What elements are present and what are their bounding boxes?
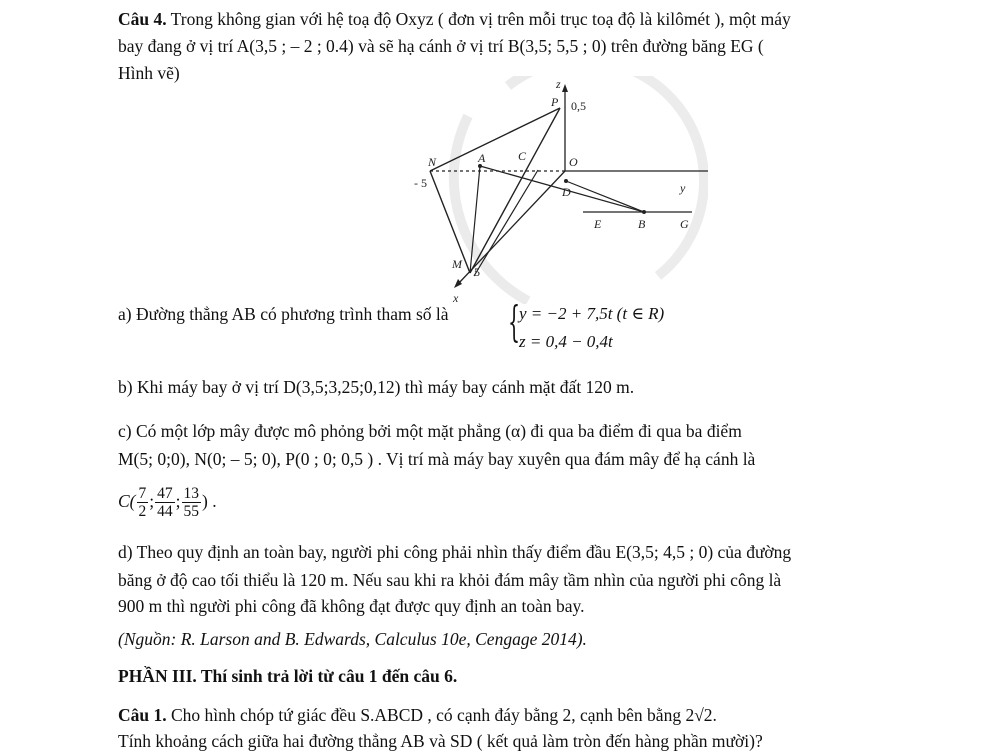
label-y: y bbox=[680, 181, 686, 195]
point-B bbox=[642, 210, 646, 214]
label-x: x bbox=[453, 291, 459, 304]
question-1-line-1 bbox=[118, 704, 717, 726]
label-N: N bbox=[428, 155, 437, 169]
part-c-line-2: M(5; 0;0), N(0; – 5; 0), P(0 ; 0; 0,5 ) . Vị trí mà máy bay xuyên qua đám mây để hạ cánh là bbox=[118, 449, 756, 469]
part-c-line-1: c) Có một lớp mây được mô phỏng bởi một mặt phẳng (α) đi qua ba điểm đi qua ba điểm bbox=[118, 421, 742, 441]
label-z: z bbox=[556, 77, 561, 91]
system-brace: { bbox=[508, 297, 521, 346]
label-G: G bbox=[680, 217, 689, 231]
part-b-text: b) Khi máy bay ở vị trí D(3,5;3,25;0,12) thì máy bay cánh mặt đất 120 m. bbox=[118, 377, 635, 397]
label-D: D bbox=[562, 185, 571, 199]
label-E: E bbox=[594, 217, 602, 231]
figure-3d-airplane bbox=[408, 76, 708, 304]
question-1-line-2: Tính khoảng cách giữa hai đường thẳng AB và SD ( kết quả làm tròn đến hàng phần mười)? bbox=[118, 731, 763, 751]
fraction-13-55: $\frac{13}{55}$ bbox=[183, 485, 199, 521]
point-C-suffix: ) . bbox=[202, 491, 217, 511]
label-A: A bbox=[478, 151, 486, 165]
label-C: C bbox=[518, 149, 527, 163]
label-P: P bbox=[551, 95, 559, 109]
label-P-value: 0,5 bbox=[571, 99, 586, 113]
part-3-heading: PHẦN III. Thí sinh trả lời từ câu 1 đến câu 6. bbox=[118, 666, 458, 686]
part-d-line-3: 900 m thì người phi công đã không đạt được quy định an toàn bay. bbox=[118, 596, 585, 616]
point-C-prefix: C( bbox=[118, 491, 136, 511]
question-1-title: Câu 1. bbox=[118, 705, 167, 725]
part-d-line-1: d) Theo quy định an toàn bay, người phi công phải nhìn thấy điểm đầu E(3,5; 4,5 ; 0) của đường bbox=[118, 542, 792, 562]
question-4-title: Câu 4. bbox=[118, 9, 167, 29]
label-B: B bbox=[638, 217, 646, 231]
source-citation: (Nguồn: R. Larson and B. Edwards, Calculus 10e, Cengage 2014). bbox=[118, 629, 587, 649]
label-O: O bbox=[569, 155, 578, 169]
part-c-point-C: C( $\frac{7}{2}$ ; $\frac{47}{44}$ ; $\frac{13}{55}$ ) . bbox=[118, 485, 217, 521]
z-axis-arrow bbox=[562, 84, 568, 92]
part-a-equation-2: z = 0,4 − 0,4t bbox=[519, 332, 613, 351]
question-4-line-3: Hình vẽ) bbox=[118, 63, 180, 83]
edge-NP bbox=[430, 108, 560, 171]
segment-CM bbox=[474, 170, 538, 276]
label-minus-5: - 5 bbox=[414, 176, 427, 190]
point-D bbox=[564, 179, 568, 183]
label-5: 5 bbox=[474, 265, 480, 279]
question-1-text-1: Cho hình chóp tứ giác đều S.ABCD , có cạnh đáy bằng 2, cạnh bên bằng 2√2. bbox=[166, 705, 717, 725]
part-a-equation-1: y = −2 + 7,5t (t ∈ R) bbox=[519, 304, 665, 323]
question-4-text-1: Trong không gian với hệ toạ độ Oxyz ( đơn vị trên mỗi trục toạ độ là kilômét ), một máy bbox=[166, 9, 791, 29]
label-M: M bbox=[452, 257, 462, 271]
fraction-7-2: $\frac{7}{2}$ bbox=[138, 485, 147, 521]
part-d-line-2: băng ở độ cao tối thiểu là 120 m. Nếu sau khi ra khỏi đám mây tầm nhìn của người phi công là bbox=[118, 570, 782, 590]
part-a-text: a) Đường thẳng AB có phương trình tham số là bbox=[118, 304, 449, 324]
segment-DB bbox=[566, 181, 644, 212]
question-4-line-1 bbox=[118, 8, 791, 30]
question-4-line-2: bay đang ở vị trí A(3,5 ; – 2 ; 0.4) và sẽ hạ cánh ở vị trí B(3,5; 5,5 ; 0) trên đường băng EG ( bbox=[118, 36, 764, 56]
fraction-47-44: $\frac{47}{44}$ bbox=[157, 485, 173, 521]
